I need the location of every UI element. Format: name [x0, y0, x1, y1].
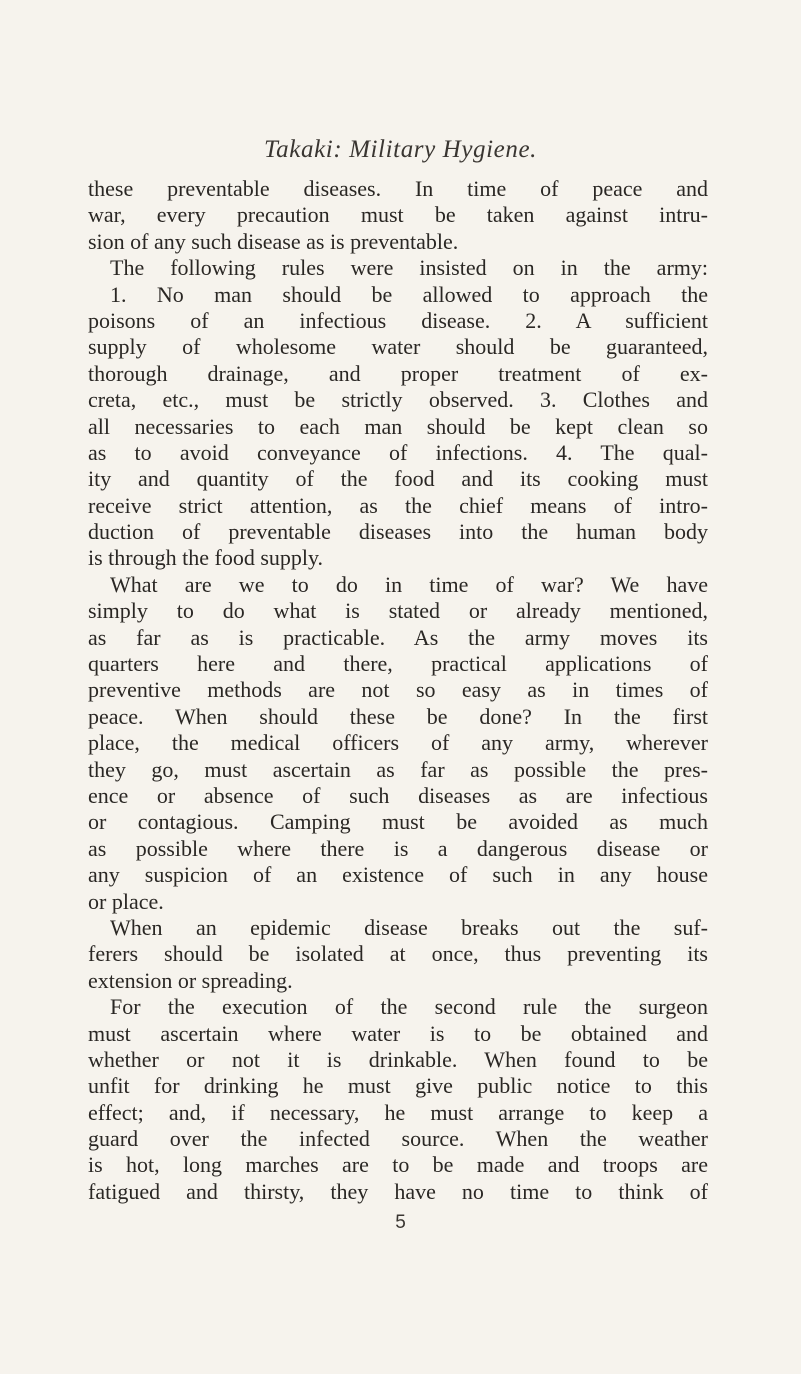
text-line: sion of any such disease as is preventable.: [88, 228, 459, 254]
text-line: ence or absence of such diseases as are infectious: [88, 782, 708, 808]
text-line: as to avoid conveyance of infections. 4. The qual-: [88, 439, 708, 465]
text-line: ferers should be isolated at once, thus preventing its: [88, 941, 708, 967]
page-number: 5: [395, 1212, 406, 1233]
text-line: must ascertain where water is to be obtained and: [88, 1020, 708, 1046]
text-line: What are we to do in time of war? We have: [110, 571, 708, 597]
text-line: The following rules were insisted on in the army:: [110, 255, 708, 281]
text-line: simply to do what is stated or already mentioned,: [88, 598, 708, 624]
text-line: creta, etc., must be strictly observed. 3. Clothes and: [88, 387, 708, 413]
text-line: as possible where there is a dangerous disease or: [88, 835, 708, 861]
text-line: fatigued and thirsty, they have no time to think of: [88, 1178, 708, 1204]
text-line: thorough drainage, and proper treatment of ex-: [88, 360, 708, 386]
text-line: extension or spreading.: [88, 967, 293, 993]
text-line: poisons of an infectious disease. 2. A sufficient: [88, 307, 708, 333]
text-line: war, every precaution must be taken against intru-: [88, 202, 708, 228]
text-line: receive strict attention, as the chief means of intro-: [88, 492, 708, 518]
running-head: Takaki: Military Hygiene.: [263, 136, 538, 163]
text-line: supply of wholesome water should be guaranteed,: [88, 334, 708, 360]
text-line: When an epidemic disease breaks out the suf-: [110, 914, 708, 940]
text-line: guard over the infected source. When the weather: [88, 1126, 708, 1152]
text-line: 1. No man should be allowed to approach the: [110, 281, 708, 307]
text-line: or place.: [88, 888, 164, 914]
text-line: For the execution of the second rule the surgeon: [110, 994, 708, 1020]
text-line: any suspicion of an existence of such in any house: [88, 862, 708, 888]
text-line: as far as is practicable. As the army moves its: [88, 624, 708, 650]
body-text: [88, 176, 708, 1205]
text-line: place, the medical officers of any army, wherever: [88, 730, 708, 756]
text-line: they go, must ascertain as far as possible the pres-: [88, 756, 708, 782]
text-line: peace. When should these be done? In the first: [88, 703, 708, 729]
text-line: all necessaries to each man should be kept clean so: [88, 413, 708, 439]
text-line: unfit for drinking he must give public notice to this: [88, 1073, 708, 1099]
text-line: is hot, long marches are to be made and troops are: [88, 1152, 708, 1178]
text-line: duction of preventable diseases into the human body: [88, 519, 708, 545]
text-line: or contagious. Camping must be avoided as much: [88, 809, 708, 835]
text-line: preventive methods are not so easy as in times of: [88, 677, 708, 703]
text-line: quarters here and there, practical applications of: [88, 651, 708, 677]
text-line: effect; and, if necessary, he must arrange to keep a: [88, 1099, 708, 1125]
text-line: these preventable diseases. In time of peace and: [88, 176, 708, 201]
text-line: whether or not it is drinkable. When found to be: [88, 1046, 708, 1072]
text-line: ity and quantity of the food and its cooking must: [88, 466, 708, 492]
text-line: is through the food supply.: [88, 545, 324, 571]
